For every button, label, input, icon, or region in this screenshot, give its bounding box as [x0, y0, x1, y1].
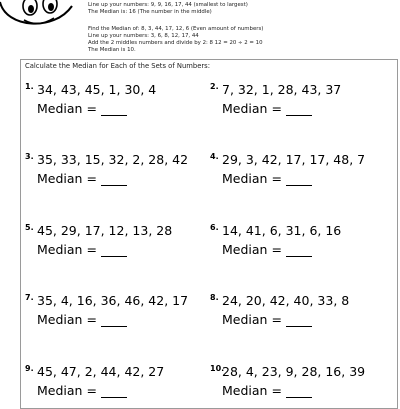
number-set: 24, 20, 42, 40, 33, 8 [222, 293, 350, 308]
median-answer [222, 383, 312, 398]
number-set: 14, 41, 6, 31, 6, 16 [222, 223, 342, 238]
example-line [88, 0, 247, 1]
answer-blank[interactable] [101, 244, 127, 257]
median-label: Median = [37, 312, 97, 327]
problem-number: 9. [25, 364, 34, 373]
number-set: 45, 47, 2, 44, 42, 27 [37, 364, 165, 379]
number-set: 28, 4, 23, 9, 28, 16, 39 [222, 364, 366, 379]
median-answer [37, 101, 127, 116]
answer-blank[interactable] [101, 314, 127, 327]
median-label: Median = [222, 242, 282, 257]
answer-blank[interactable] [286, 244, 312, 257]
number-set: 45, 29, 17, 12, 13, 28 [37, 223, 173, 238]
example-line: Line up your numbers: 3, 6, 8, 12, 17, 44 [88, 33, 199, 39]
median-label: Median = [222, 312, 282, 327]
answer-blank[interactable] [101, 385, 127, 398]
problem-number: 1. [25, 82, 34, 91]
median-label: Median = [37, 242, 97, 257]
example-line: Find the Median of: 8, 3, 44, 17, 12, 6 (Even amount of numbers) [88, 26, 264, 32]
problem-number: 5. [25, 223, 34, 232]
median-answer [37, 383, 127, 398]
instruction-text: Calculate the Median for Each of the Sets of Numbers: [25, 62, 211, 70]
example-line: The Median is: 16 (The number in the middle) [88, 9, 212, 15]
problem-number: 2. [210, 82, 219, 91]
answer-blank[interactable] [286, 103, 312, 116]
example-line: The Median is 10. [88, 47, 136, 53]
median-label: Median = [37, 101, 97, 116]
number-set: 7, 32, 1, 28, 43, 37 [222, 82, 342, 97]
problem-number: 10. [210, 364, 225, 373]
smiley-face-icon [0, 0, 80, 30]
number-set: 34, 43, 45, 1, 30, 4 [37, 82, 157, 97]
problem-number: 7. [25, 293, 34, 302]
median-label: Median = [37, 383, 97, 398]
problem-number: 8. [210, 293, 219, 302]
answer-blank[interactable] [101, 103, 127, 116]
median-label: Median = [37, 171, 97, 186]
median-answer [37, 312, 127, 327]
median-answer [222, 171, 312, 186]
example-line: Line up your numbers: 9, 9, 16, 17, 44 (smallest to largest) [88, 2, 248, 8]
answer-blank[interactable] [286, 314, 312, 327]
problem-number: 3. [25, 152, 34, 161]
answer-blank[interactable] [101, 173, 127, 186]
answer-blank[interactable] [286, 385, 312, 398]
median-answer [222, 312, 312, 327]
median-answer [37, 171, 127, 186]
problem-number: 4. [210, 152, 219, 161]
median-answer [37, 242, 127, 257]
problems-box [20, 59, 398, 409]
number-set: 29, 3, 42, 17, 17, 48, 7 [222, 152, 366, 167]
number-set: 35, 4, 16, 36, 46, 42, 17 [37, 293, 189, 308]
median-label: Median = [222, 383, 282, 398]
median-label: Median = [222, 171, 282, 186]
problem-number: 6. [210, 223, 219, 232]
number-set: 35, 33, 15, 32, 2, 28, 42 [37, 152, 189, 167]
median-label: Median = [222, 101, 282, 116]
example-line: Add the 2 middles numbers and divide by 2: 8 12 = 20 ÷ 2 = 10 [88, 40, 263, 46]
median-answer [222, 101, 312, 116]
answer-blank[interactable] [286, 173, 312, 186]
median-answer [222, 242, 312, 257]
